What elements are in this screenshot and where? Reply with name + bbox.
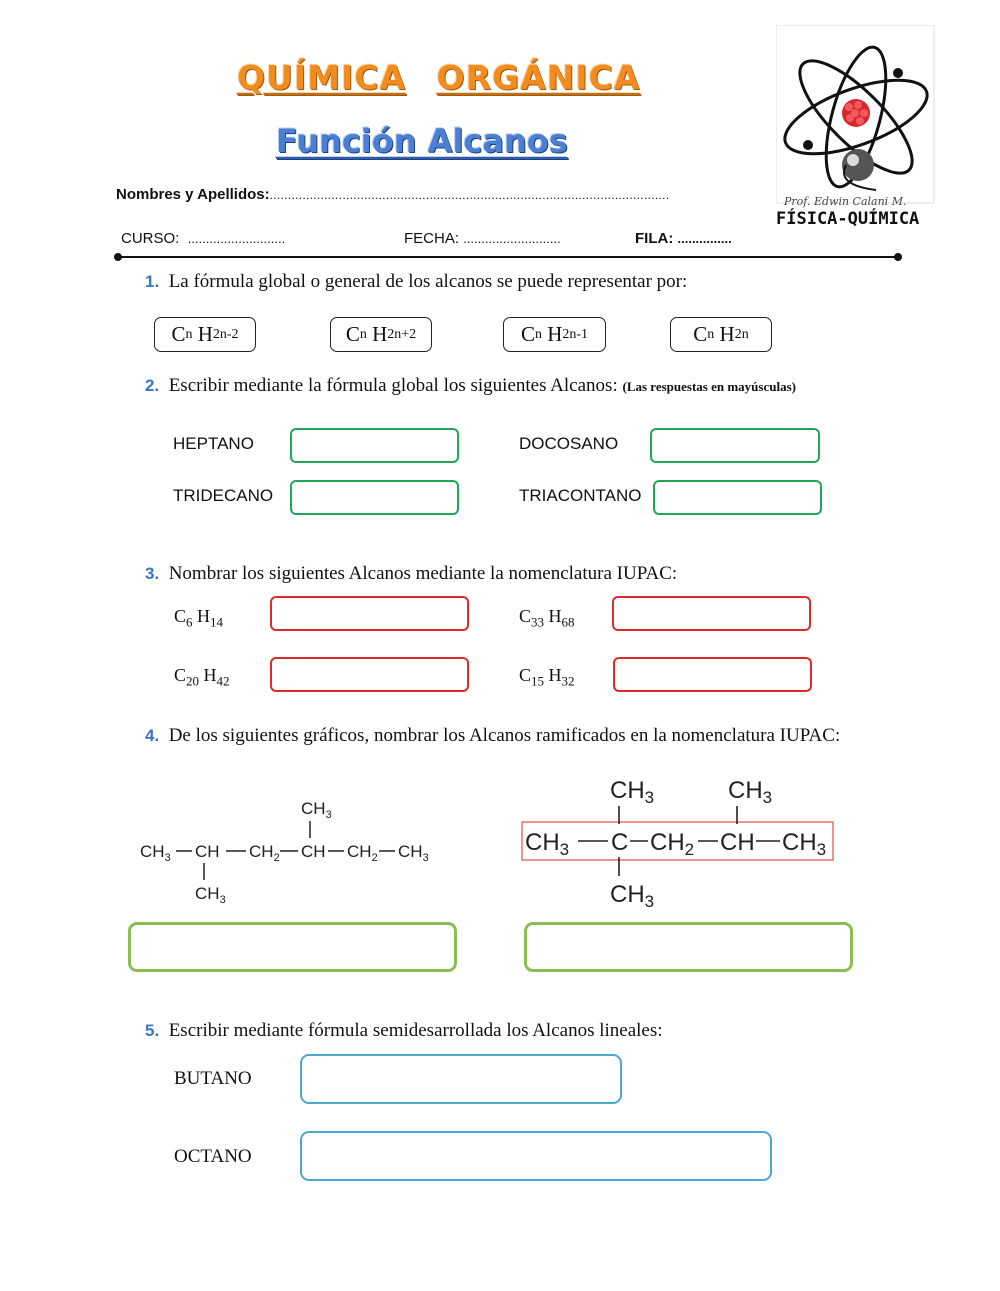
fecha-label: FECHA: bbox=[404, 230, 460, 247]
fecha-field[interactable] bbox=[404, 230, 561, 247]
q5-answer-octano[interactable] bbox=[300, 1131, 772, 1181]
curso-field[interactable] bbox=[121, 230, 285, 247]
q3-answer-4[interactable] bbox=[613, 657, 812, 692]
struct2-c4: CH bbox=[720, 829, 755, 856]
struct1-c4: CH bbox=[301, 842, 326, 861]
page-subtitle: Función Alcanos bbox=[276, 122, 568, 160]
q3-answer-1[interactable] bbox=[270, 596, 469, 631]
q5-label-octano: OCTANO bbox=[174, 1146, 252, 1167]
q1-option-4[interactable]: C n H 2n bbox=[670, 317, 772, 352]
q3-answer-2[interactable] bbox=[612, 596, 811, 631]
fila-field[interactable] bbox=[635, 230, 732, 247]
q3-formula-3: $C_{20}$ $H_{42}$ bbox=[174, 665, 230, 689]
q2-answer-docosano[interactable] bbox=[650, 428, 820, 463]
logo-caption: FÍSICA-QUÍMICA bbox=[776, 209, 920, 229]
struct1-c6: $CH_3$ bbox=[398, 842, 429, 864]
fecha-dots: ........................... bbox=[463, 231, 561, 246]
struct2-bottom: $CH_3$ bbox=[610, 881, 655, 911]
struct2-c2: C bbox=[611, 829, 629, 856]
question-2-number: 2. bbox=[145, 376, 160, 395]
question-2 bbox=[145, 375, 796, 397]
atom-icon bbox=[776, 25, 936, 205]
question-3-number: 3. bbox=[145, 564, 160, 583]
struct1-c1: $CH_3$ bbox=[140, 842, 171, 864]
q2-answer-heptano[interactable] bbox=[290, 428, 459, 463]
q4-answer-2[interactable] bbox=[524, 922, 853, 972]
q2-answer-triacontano[interactable] bbox=[653, 480, 822, 515]
q3-formula-1: $C_6$ $H_{14}$ bbox=[174, 606, 224, 630]
q3-formula-4: $C_{15}$ $H_{32}$ bbox=[519, 665, 575, 689]
structure-2 bbox=[520, 770, 840, 915]
q2-label-tridecano: TRIDECANO bbox=[173, 486, 274, 505]
name-field[interactable] bbox=[116, 186, 669, 203]
question-4 bbox=[145, 725, 840, 747]
question-4-text: De los siguientes gráficos, nombrar los Alcanos ramificados en la nomenclatura IUPAC: bbox=[168, 725, 841, 746]
structure-1 bbox=[138, 795, 438, 910]
q2-answer-tridecano[interactable] bbox=[290, 480, 459, 515]
struct1-c3: $CH_2$ bbox=[249, 842, 280, 864]
struct2-c5: $CH_3$ bbox=[782, 829, 827, 859]
struct2-top1: $CH_3$ bbox=[610, 777, 655, 807]
struct2-top2: $CH_3$ bbox=[728, 777, 773, 807]
q1-option-2[interactable]: C n H 2n+2 bbox=[330, 317, 432, 352]
title-word-quimica: QUÍMICA bbox=[237, 58, 407, 97]
header-divider bbox=[110, 250, 910, 264]
name-dots: .............................................................................................................. bbox=[269, 188, 670, 202]
q1-option-1[interactable]: C n H 2n-2 bbox=[154, 317, 256, 352]
page-title bbox=[237, 58, 640, 97]
q3-answer-3[interactable] bbox=[270, 657, 469, 692]
question-1-text: La fórmula global o general de los alcanos se puede representar por: bbox=[168, 271, 688, 292]
struct1-c2: CH bbox=[195, 842, 220, 861]
question-2-note: (Las respuestas en mayúsculas) bbox=[622, 379, 796, 394]
struct1-bottom: $CH_3$ bbox=[195, 884, 226, 906]
struct2-c1: $CH_3$ bbox=[525, 829, 570, 859]
question-1 bbox=[145, 271, 687, 293]
name-label: Nombres y Apellidos: bbox=[116, 186, 270, 203]
question-1-number: 1. bbox=[145, 272, 160, 291]
q2-label-heptano: HEPTANO bbox=[173, 434, 254, 453]
q2-label-triacontano: TRIACONTANO bbox=[519, 486, 642, 505]
question-5-number: 5. bbox=[145, 1021, 160, 1040]
q2-label-docosano: DOCOSANO bbox=[519, 434, 619, 453]
logo-signature: Prof. Edwin Calani M. bbox=[784, 195, 907, 208]
q5-label-butano: BUTANO bbox=[174, 1068, 252, 1089]
q1-option-3[interactable]: C n H 2n-1 bbox=[503, 317, 606, 352]
q3-formula-2: $C_{33}$ $H_{68}$ bbox=[519, 606, 575, 630]
curso-label: CURSO: bbox=[121, 230, 180, 247]
q4-answer-1[interactable] bbox=[128, 922, 457, 972]
q5-answer-butano[interactable] bbox=[300, 1054, 622, 1104]
struct1-c5: $CH_2$ bbox=[347, 842, 378, 864]
fila-label: FILA: bbox=[635, 230, 674, 247]
question-2-text: Escribir mediante la fórmula global los siguientes Alcanos: bbox=[168, 375, 618, 396]
struct1-top: $CH_3$ bbox=[301, 799, 332, 821]
question-4-number: 4. bbox=[145, 726, 160, 745]
atom-logo bbox=[776, 25, 936, 230]
question-5-text: Escribir mediante fórmula semidesarrollada los Alcanos lineales: bbox=[168, 1020, 663, 1041]
title-word-organica: ORGÁNICA bbox=[436, 58, 641, 97]
curso-dots: ........................... bbox=[187, 231, 286, 246]
question-3-text: Nombrar los siguientes Alcanos mediante la nomenclatura IUPAC: bbox=[168, 563, 678, 584]
struct2-c3: $CH_2$ bbox=[650, 829, 695, 859]
question-3 bbox=[145, 563, 677, 585]
fila-dots: ............... bbox=[677, 231, 732, 246]
question-5 bbox=[145, 1020, 663, 1042]
